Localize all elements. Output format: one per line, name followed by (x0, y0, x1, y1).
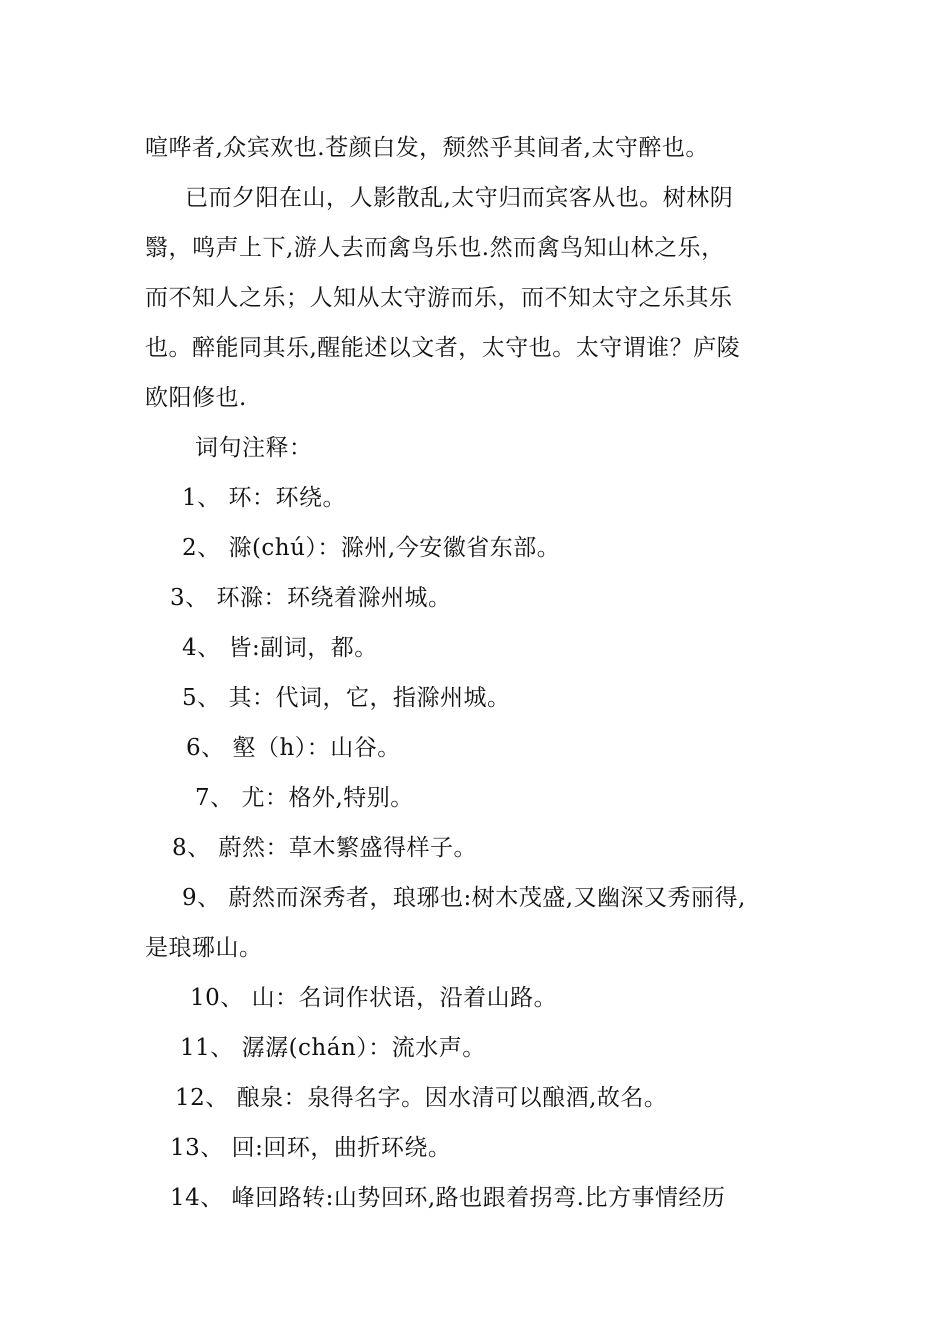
note-item: 1、 环：环绕。 (182, 485, 346, 511)
note-item: 2、 滁(chú）：滁州,今安徽省东部。 (182, 535, 561, 561)
note-item: 4、 皆:副词，都。 (182, 635, 378, 661)
note-item: 9、 蔚然而深秀者，琅琊也:树木茂盛,又幽深又秀丽得, (182, 885, 746, 911)
note-item: 10、 山：名词作状语，沿着山路。 (190, 985, 558, 1011)
note-item-continuation: 是琅琊山。 (145, 935, 263, 961)
note-item: 5、 其：代词，它，指滁州城。 (182, 685, 511, 711)
note-item: 13、 回:回环，曲折环绕。 (170, 1135, 452, 1161)
notes-heading: 词句注释： (195, 435, 313, 461)
paragraph-line: 欧阳修也. (145, 385, 247, 411)
paragraph-line: 翳，鸣声上下,游人去而禽鸟乐也.然而禽鸟知山林之乐， (145, 235, 725, 261)
paragraph-line: 而不知人之乐；人知从太守游而乐，而不知太守之乐其乐 (145, 285, 733, 311)
note-item: 11、 潺潺(chán）：流水声。 (180, 1035, 486, 1061)
note-item: 12、 酿泉：泉得名字。因水清可以酿酒,故名。 (175, 1085, 668, 1111)
paragraph-line: 喧哗者,众宾欢也.苍颜白发，颓然乎其间者,太守醉也。 (145, 135, 709, 161)
note-item: 6、 壑（h）：山谷。 (186, 735, 401, 761)
note-item: 7、 尤：格外,特别。 (195, 785, 414, 811)
paragraph-line: 也。醉能同其乐,醒能述以文者，太守也。太守谓谁？庐陵 (145, 335, 741, 361)
paragraph-line: 已而夕阳在山，人影散乱,太守归而宾客从也。树林阴 (185, 185, 734, 211)
note-item: 3、 环滁：环绕着滁州城。 (170, 585, 452, 611)
note-item: 14、 峰回路转:山势回环,路也跟着拐弯.比方事情经历 (170, 1185, 726, 1211)
note-item: 8、 蔚然：草木繁盛得样子。 (172, 835, 477, 861)
